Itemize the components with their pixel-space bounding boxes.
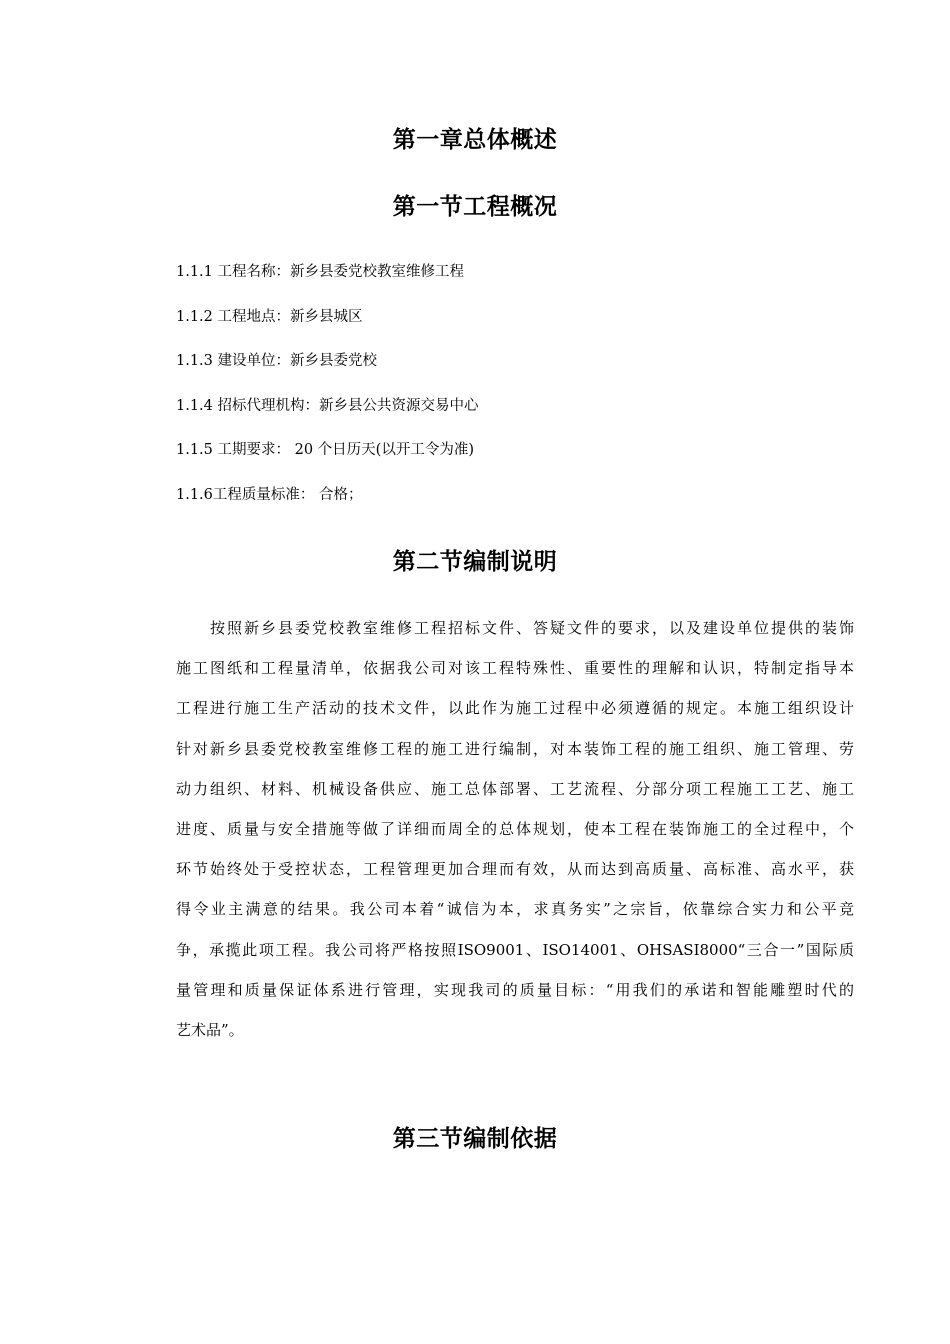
list-item: 1.1.3 建设单位：新乡县委党校 — [176, 353, 378, 369]
list-item: 1.1.2 工程地点：新乡县城区 — [176, 309, 363, 325]
section-title-basis: 第三节编制依据 — [392, 1126, 558, 1152]
list-item: 1.1.6工程质量标准： 合格； — [176, 487, 363, 503]
paragraph-line: 针对新乡县委党校教室维修工程的施工进行编制，对本装饰工程的施工组织、施工管理、劳 — [176, 739, 854, 758]
paragraph-line: 争，承揽此项工程。我公司将严格按照ISO9001、ISO14001、OHSASI8000“三合一”国际质 — [176, 940, 854, 959]
list-item: 1.1.1 工程名称：新乡县委党校教室维修工程 — [176, 264, 465, 280]
paragraph-line: 得令业主满意的结果。我公司本着“诚信为本，求真务实”之宗旨，依靠综合实力和公平竞 — [176, 900, 854, 919]
paragraph-line: 动力组织、材料、机械设备供应、施工总体部署、工艺流程、分部分项工程施工工艺、施工 — [176, 779, 854, 798]
paragraph-line: 进度、质量与安全措施等做了详细而周全的总体规划，使本工程在装饰施工的全过程中，个 — [176, 819, 854, 838]
section-title-overview: 第一节工程概况 — [392, 194, 558, 220]
section-title-compilation: 第二节编制说明 — [392, 549, 558, 575]
chapter-title: 第一章总体概述 — [392, 127, 558, 153]
list-item: 1.1.5 工期要求： 20 个日历天(以开工令为准) — [176, 442, 474, 458]
paragraph-line: 艺术品”。 — [176, 1020, 244, 1039]
paragraph-line: 工程进行施工生产活动的技术文件，以此作为施工过程中必须遵循的规定。本施工组织设计 — [176, 699, 854, 718]
paragraph-line: 量管理和质量保证体系进行管理，实现我司的质量目标：“用我们的承诺和智能雕塑时代的 — [176, 980, 854, 999]
paragraph-line: 按照新乡县委党校教室维修工程招标文件、答疑文件的要求，以及建设单位提供的装饰 — [210, 619, 854, 637]
compilation-paragraph — [176, 614, 854, 1056]
paragraph-line: 施工图纸和工程量清单，依据我公司对该工程特殊性、重要性的理解和认识，特制定指导本 — [176, 659, 854, 678]
paragraph-line: 环节始终处于受控状态，工程管理更加合理而有效，从而达到高质量、高标准、高水平，获 — [176, 860, 854, 879]
list-item: 1.1.4 招标代理机构：新乡县公共资源交易中心 — [176, 398, 479, 414]
